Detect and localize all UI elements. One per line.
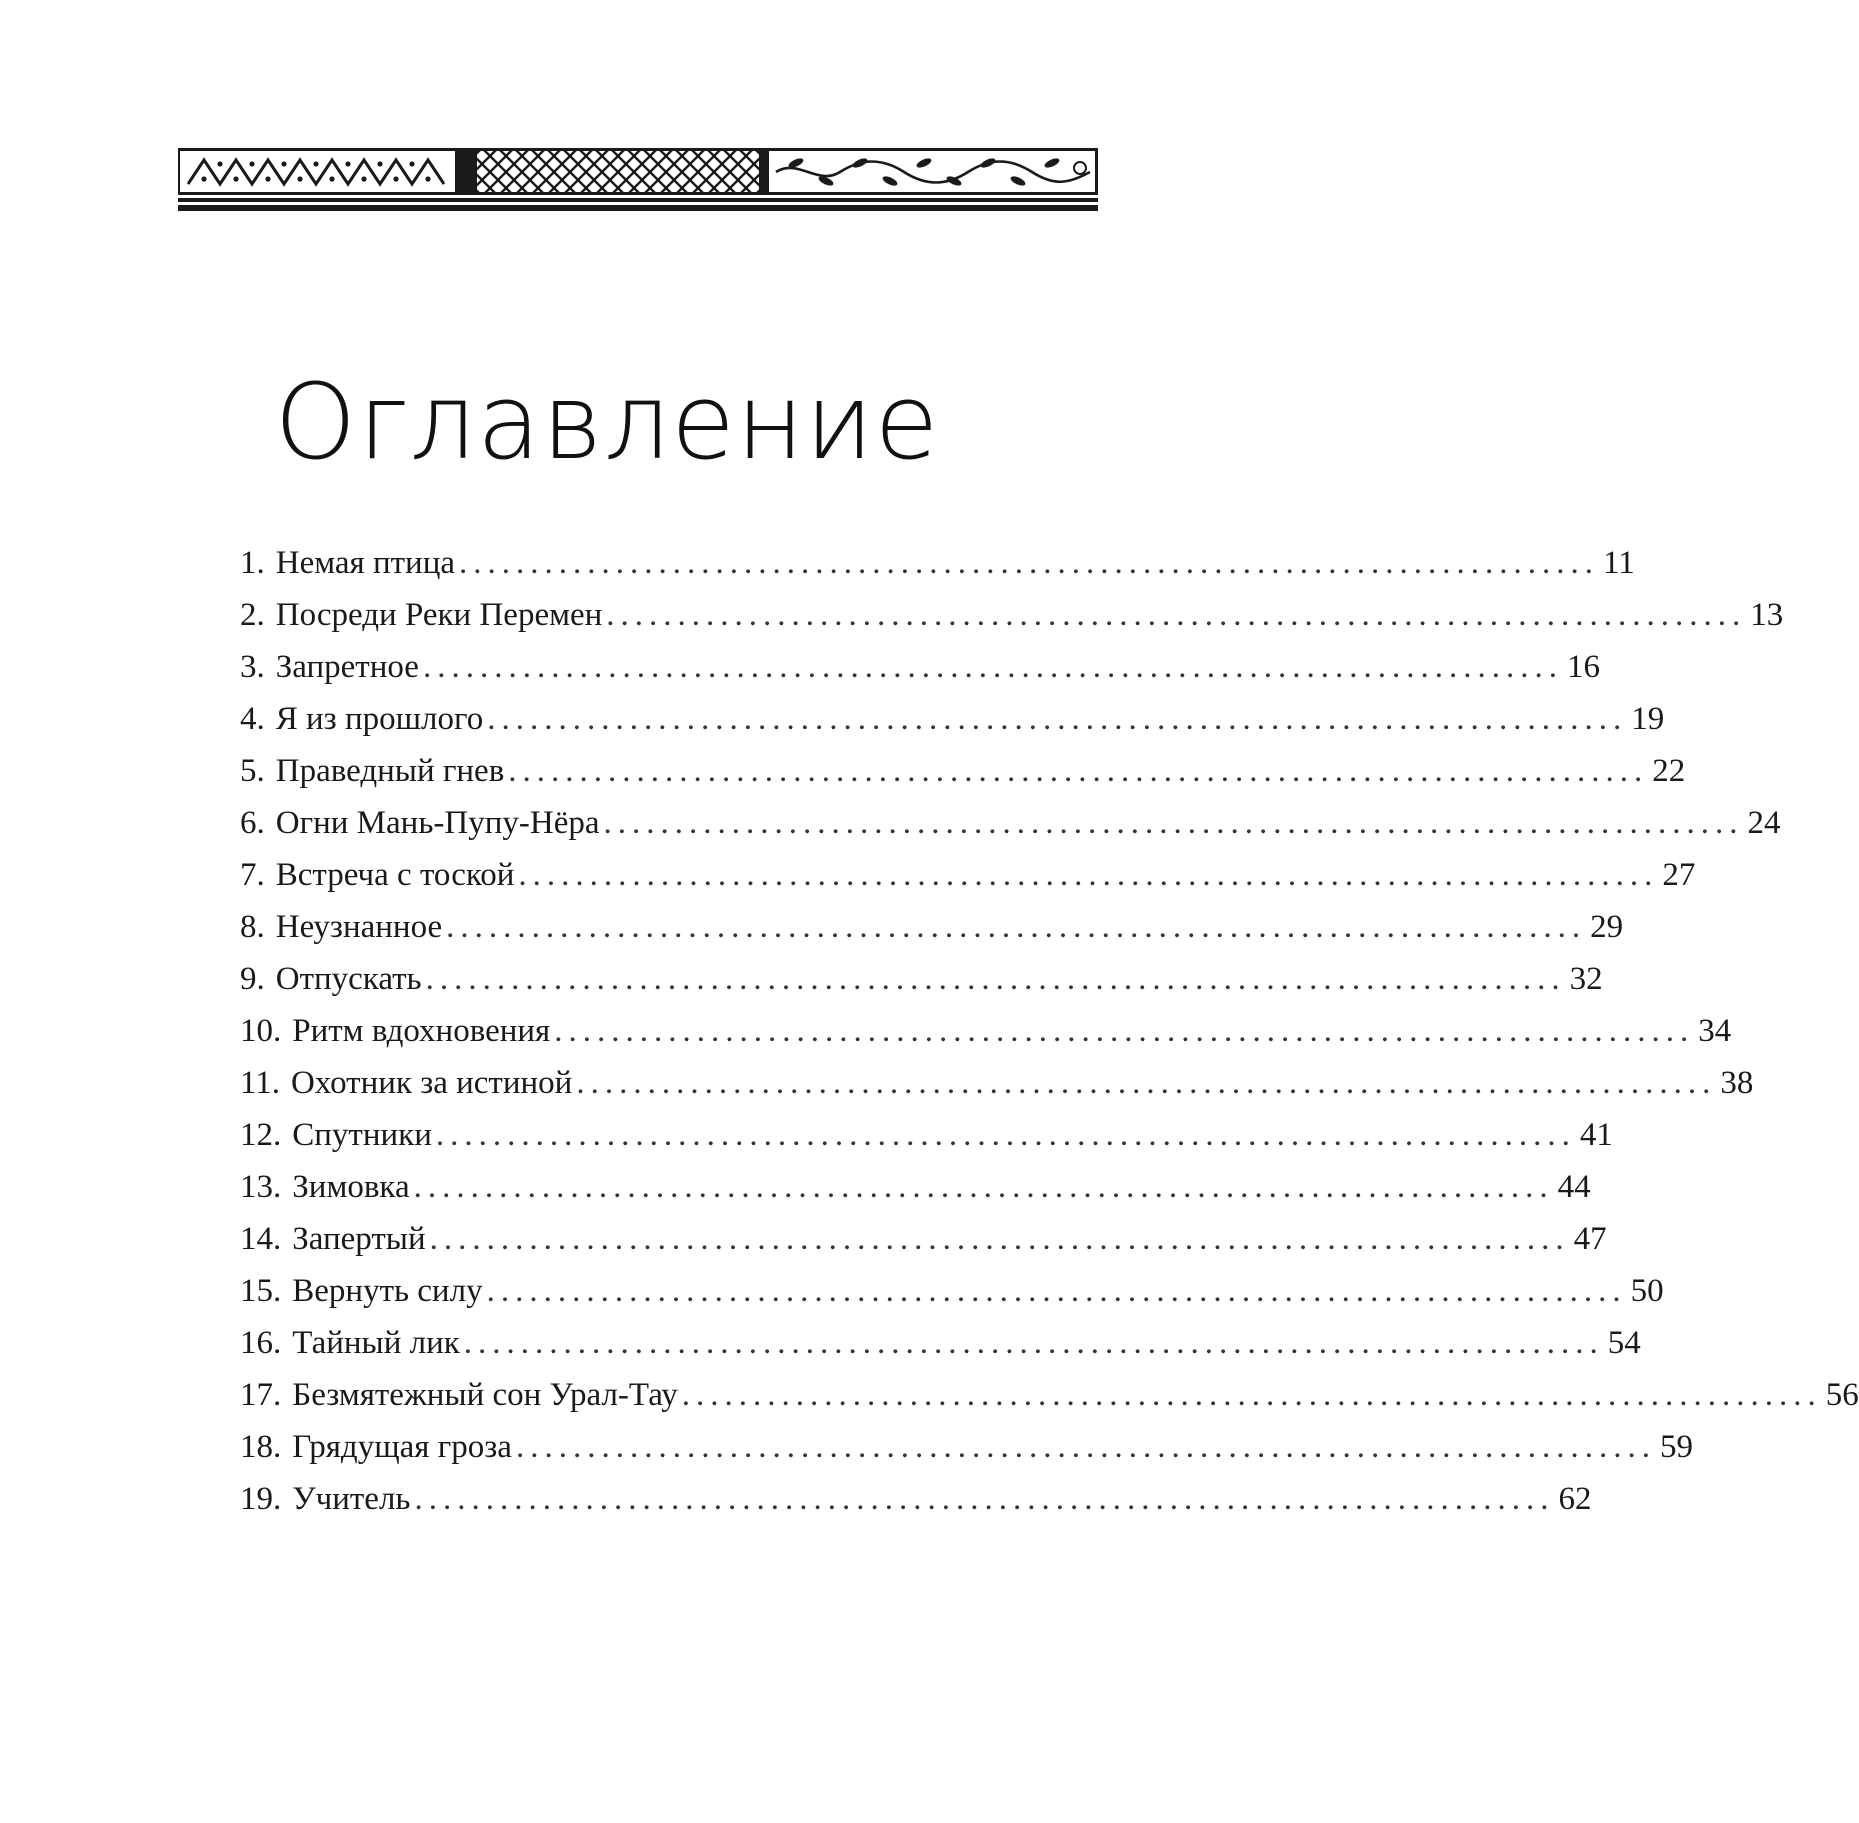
dot-leader: ................................................................................: [429, 1221, 1570, 1257]
toc-entry-page-number: 47: [1573, 1221, 1607, 1257]
toc-entry-title: Праведный гнев: [275, 753, 505, 789]
dot-leader: ................................................................................: [606, 597, 1747, 633]
toc-entry-page-number: 13: [1750, 597, 1784, 633]
toc-entry-title: Немая птица: [275, 545, 456, 581]
decorative-ornament-band: [178, 148, 1098, 212]
toc-entry-number: 9.: [240, 961, 265, 997]
dot-leader: ................................................................................: [554, 1013, 1695, 1049]
toc-entry-title: Вернуть силу: [292, 1273, 483, 1309]
toc-entry-title: Учитель: [292, 1481, 411, 1517]
toc-entry-page-number: 27: [1662, 857, 1696, 893]
toc-entry-title: Тайный лик: [292, 1325, 460, 1361]
dot-leader: ................................................................................: [487, 701, 1628, 737]
toc-entry: [240, 901, 1624, 953]
dot-leader: ................................................................................: [515, 1429, 1656, 1465]
dot-leader: ................................................................................: [459, 545, 1600, 581]
toc-entry-title: Спутники: [292, 1117, 432, 1153]
toc-entry-page-number: 50: [1630, 1273, 1664, 1309]
toc-entry: [240, 1421, 1693, 1473]
toc-entry-title: Грядущая гроза: [292, 1429, 512, 1465]
toc-entry-page-number: 56: [1825, 1377, 1859, 1413]
dot-leader: ................................................................................: [486, 1273, 1627, 1309]
toc-entry-number: 1.: [240, 545, 265, 581]
toc-entry-number: 10.: [240, 1013, 282, 1049]
toc-entry-page-number: 59: [1659, 1429, 1693, 1465]
toc-entry: [240, 1265, 1664, 1317]
toc-entry-page-number: 24: [1747, 805, 1781, 841]
toc-entry-page-number: 11: [1603, 545, 1635, 581]
toc-entry: [240, 1109, 1613, 1161]
zigzag-triangles-motif: [180, 151, 455, 192]
dot-leader: ................................................................................: [508, 753, 1649, 789]
toc-entry-number: 6.: [240, 805, 265, 841]
dot-leader: ................................................................................: [413, 1169, 1554, 1205]
toc-entry-page-number: 44: [1557, 1169, 1591, 1205]
toc-entry-title: Зимовка: [292, 1169, 410, 1205]
toc-entry-number: 17.: [240, 1377, 282, 1413]
toc-entry-number: 19.: [240, 1481, 282, 1517]
toc-entry-number: 2.: [240, 597, 265, 633]
toc-entry-title: Неузнанное: [275, 909, 443, 945]
toc-entry: [240, 1213, 1607, 1265]
dot-leader: ................................................................................: [435, 1117, 1576, 1153]
dot-leader: ................................................................................: [422, 649, 1563, 685]
toc-entry-page-number: 62: [1558, 1481, 1592, 1517]
toc-entry-number: 14.: [240, 1221, 282, 1257]
leaf-vine-motif: [776, 156, 1090, 187]
toc-entry: [240, 1005, 1732, 1057]
toc-entry: [240, 1369, 1859, 1421]
toc-entry: [240, 953, 1603, 1005]
toc-entry-number: 8.: [240, 909, 265, 945]
toc-entry-page-number: 22: [1652, 753, 1686, 789]
toc-entry: [240, 1317, 1641, 1369]
toc-entry-title: Запертый: [292, 1221, 426, 1257]
toc-entry: [240, 797, 1781, 849]
toc-entry: [240, 1057, 1754, 1109]
toc-entry: [240, 745, 1686, 797]
toc-entry-number: 11.: [240, 1065, 281, 1101]
toc-entry-number: 16.: [240, 1325, 282, 1361]
toc-entry-title: Охотник за истиной: [291, 1065, 573, 1101]
toc-entry-number: 7.: [240, 857, 265, 893]
crosshatch-lattice-motif: [477, 151, 759, 192]
dot-leader: ................................................................................: [603, 805, 1744, 841]
toc-entry-number: 5.: [240, 753, 265, 789]
dot-leader: ................................................................................: [463, 1325, 1604, 1361]
toc-entry-page-number: 19: [1631, 701, 1665, 737]
dot-leader: ................................................................................: [414, 1481, 1555, 1517]
toc-entry: [240, 1473, 1592, 1525]
page-title: Оглавление: [274, 361, 940, 483]
toc-entry-page-number: 34: [1698, 1013, 1732, 1049]
toc-entry-title: Отпускать: [275, 961, 422, 997]
toc-entry-title: Огни Мань-Пупу-Нёра: [275, 805, 600, 841]
toc-entry-page-number: 32: [1569, 961, 1603, 997]
toc-entry-number: 13.: [240, 1169, 282, 1205]
toc-entry-title: Безмятежный сон Урал-Тау: [292, 1377, 678, 1413]
toc-entry-page-number: 54: [1607, 1325, 1641, 1361]
dot-leader: ................................................................................: [576, 1065, 1717, 1101]
dot-leader: ................................................................................: [446, 909, 1587, 945]
toc-entry-title: Ритм вдохновения: [292, 1013, 551, 1049]
toc-entry-number: 18.: [240, 1429, 282, 1465]
toc-entry-page-number: 29: [1590, 909, 1624, 945]
table-of-contents: [240, 537, 1859, 1525]
toc-entry-title: Запретное: [275, 649, 419, 685]
toc-entry: [240, 1161, 1591, 1213]
toc-entry: [240, 849, 1696, 901]
toc-entry-page-number: 41: [1579, 1117, 1613, 1153]
dot-leader: ................................................................................: [425, 961, 1566, 997]
toc-entry-title: Посреди Реки Перемен: [275, 597, 603, 633]
toc-entry-title: Встреча с тоской: [275, 857, 515, 893]
toc-entry-title: Я из прошлого: [275, 701, 484, 737]
toc-entry-page-number: 38: [1720, 1065, 1754, 1101]
toc-entry: [240, 589, 1784, 641]
toc-entry-number: 3.: [240, 649, 265, 685]
toc-entry-number: 4.: [240, 701, 265, 737]
dot-leader: ................................................................................: [681, 1377, 1822, 1413]
toc-entry: [240, 641, 1600, 693]
dot-leader: ................................................................................: [518, 857, 1659, 893]
toc-entry-number: 12.: [240, 1117, 282, 1153]
toc-entry-page-number: 16: [1566, 649, 1600, 685]
toc-entry: [240, 693, 1665, 745]
toc-entry: [240, 537, 1635, 589]
toc-entry-number: 15.: [240, 1273, 282, 1309]
